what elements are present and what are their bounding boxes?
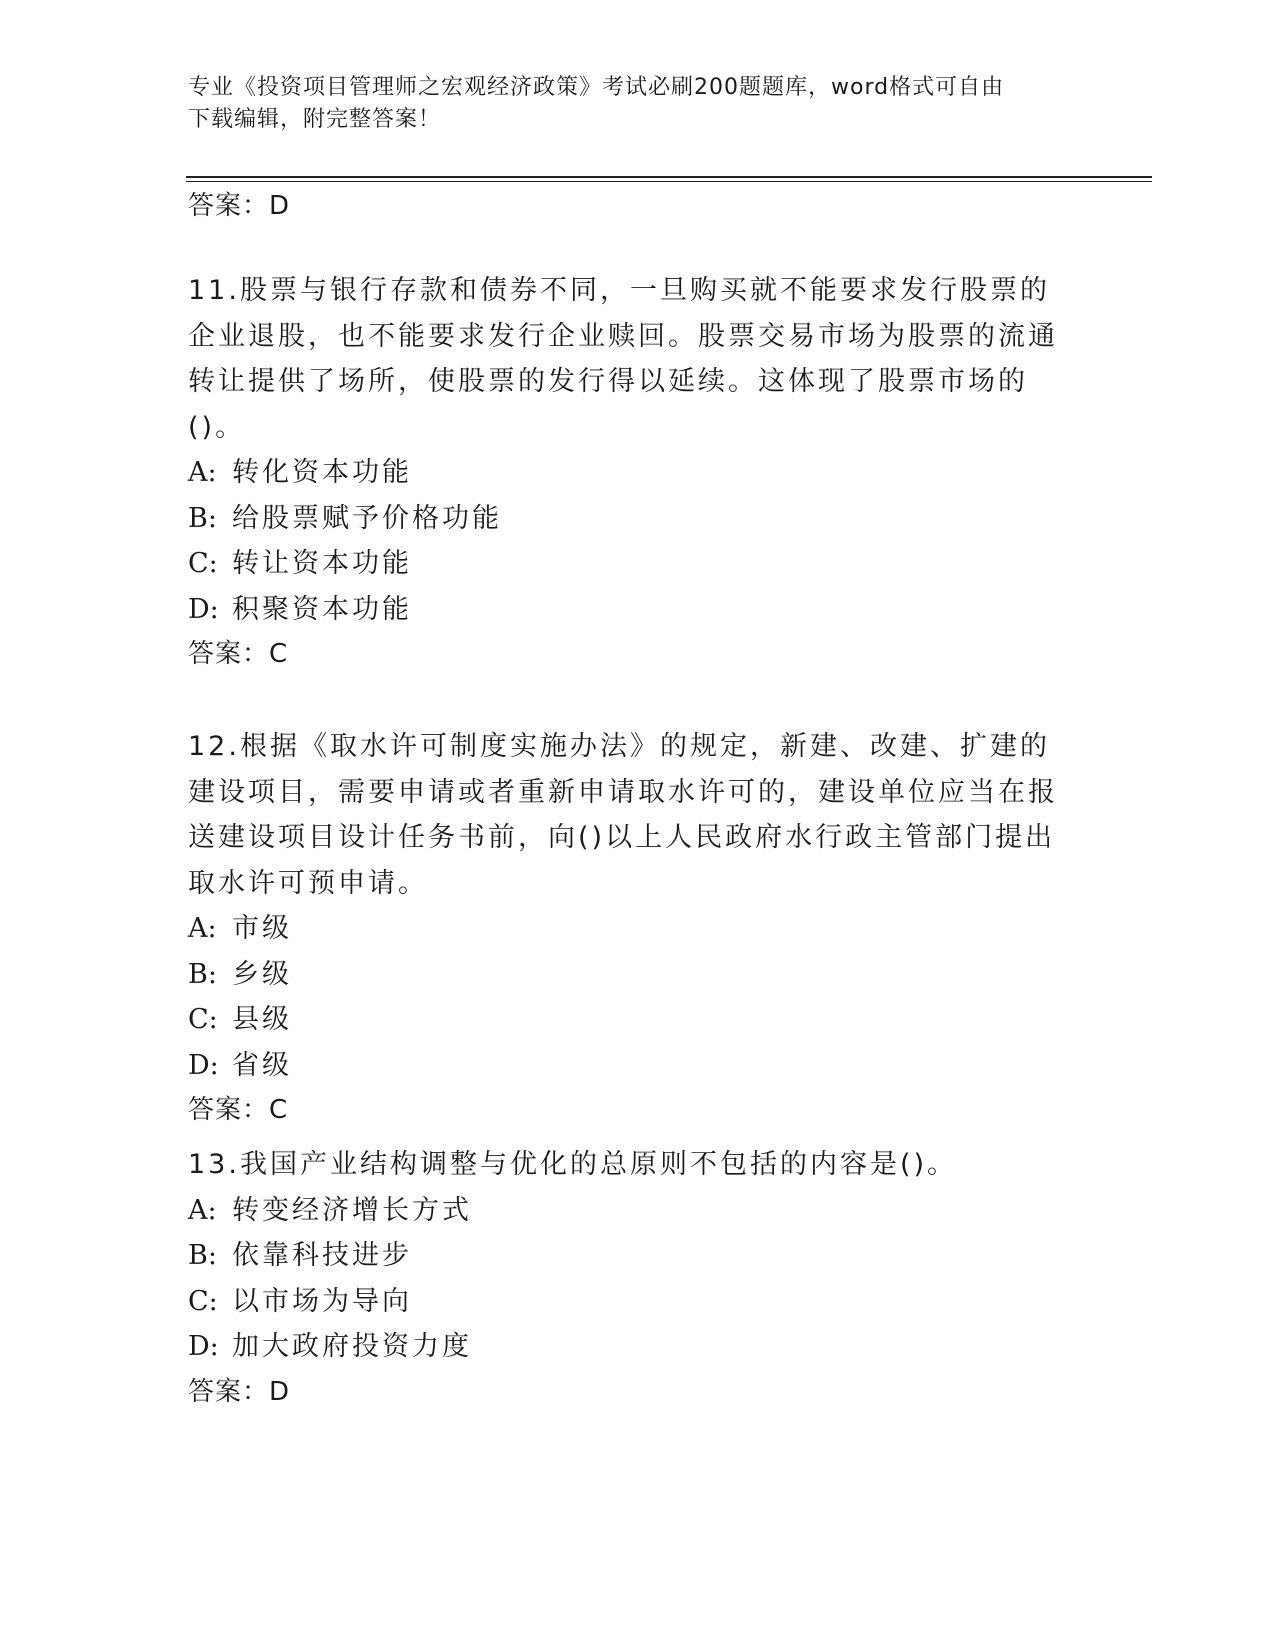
option-b — [188, 1233, 1078, 1279]
answer: 答案：D — [188, 1376, 291, 1407]
option-text: 加大政府投资力度 — [232, 1331, 472, 1362]
option-text: 依靠科技进步 — [232, 1240, 412, 1271]
question-text: 13.我国产业结构调整与优化的总原则不包括的内容是()。 — [188, 1149, 958, 1180]
option-text: 市级 — [232, 913, 292, 944]
option-key: D: — [188, 1331, 219, 1362]
option-text: 乡级 — [232, 958, 292, 990]
question-text: 12.根据《取水许可制度实施办法》的规定，新建、改建、扩建的建设项目，需要申请或者重新申请取水许可的，建设单位应当在报送建设项目设计任务书前，向()以上人民政府水行政主管部门提出取水许可预申请。 — [188, 731, 1058, 899]
option-text: 省级 — [232, 1049, 292, 1081]
option-c — [188, 1279, 1078, 1325]
option-key: D: — [188, 593, 219, 625]
option-text: 转让资本功能 — [232, 548, 412, 579]
option-key: A: — [188, 913, 217, 944]
option-a — [188, 450, 1078, 496]
option-key: B: — [188, 958, 217, 990]
option-key: B: — [188, 502, 217, 534]
option-key: A: — [188, 1194, 217, 1226]
option-text: 积聚资本功能 — [232, 593, 412, 625]
option-key: A: — [188, 457, 217, 488]
header-divider-thin — [186, 181, 1152, 182]
option-c — [188, 997, 1078, 1043]
question-12 — [188, 724, 1078, 1134]
option-text: 转变经济增长方式 — [232, 1194, 472, 1226]
option-text: 以市场为导向 — [232, 1285, 412, 1317]
option-key: C: — [188, 1285, 218, 1317]
answer: 答案：C — [188, 639, 289, 669]
option-key: B: — [188, 1240, 217, 1271]
option-text: 县级 — [232, 1004, 292, 1035]
option-key: C: — [188, 548, 218, 579]
option-text: 给股票赋予价格功能 — [232, 502, 502, 534]
option-c — [188, 541, 1078, 587]
option-d — [188, 587, 1078, 633]
option-b — [188, 496, 1078, 542]
option-key: D: — [188, 1049, 219, 1081]
document-header — [188, 72, 1088, 136]
option-key: C: — [188, 1004, 218, 1035]
question-text: 11.股票与银行存款和债券不同，一旦购买就不能要求发行股票的企业退股，也不能要求发行企业赎回。股票交易市场为股票的流通转让提供了场所，使股票的发行得以延续。这体现了股票市场的()。 — [188, 275, 1058, 443]
option-text: 转化资本功能 — [232, 457, 412, 488]
header-divider-thick — [186, 176, 1152, 178]
option-a — [188, 906, 1078, 952]
previous-answer: 答案：D — [188, 191, 291, 221]
question-13 — [188, 1142, 1078, 1415]
option-b — [188, 952, 1078, 998]
option-d — [188, 1324, 1078, 1370]
header-line-2: 下载编辑，附完整答案！ — [188, 107, 442, 132]
header-line-1: 专业《投资项目管理师之宏观经济政策》考试必刷200题题库，word格式可自由 — [188, 75, 1005, 100]
option-d — [188, 1043, 1078, 1089]
question-11 — [188, 268, 1078, 678]
option-a — [188, 1188, 1078, 1234]
answer: 答案：C — [188, 1095, 289, 1125]
